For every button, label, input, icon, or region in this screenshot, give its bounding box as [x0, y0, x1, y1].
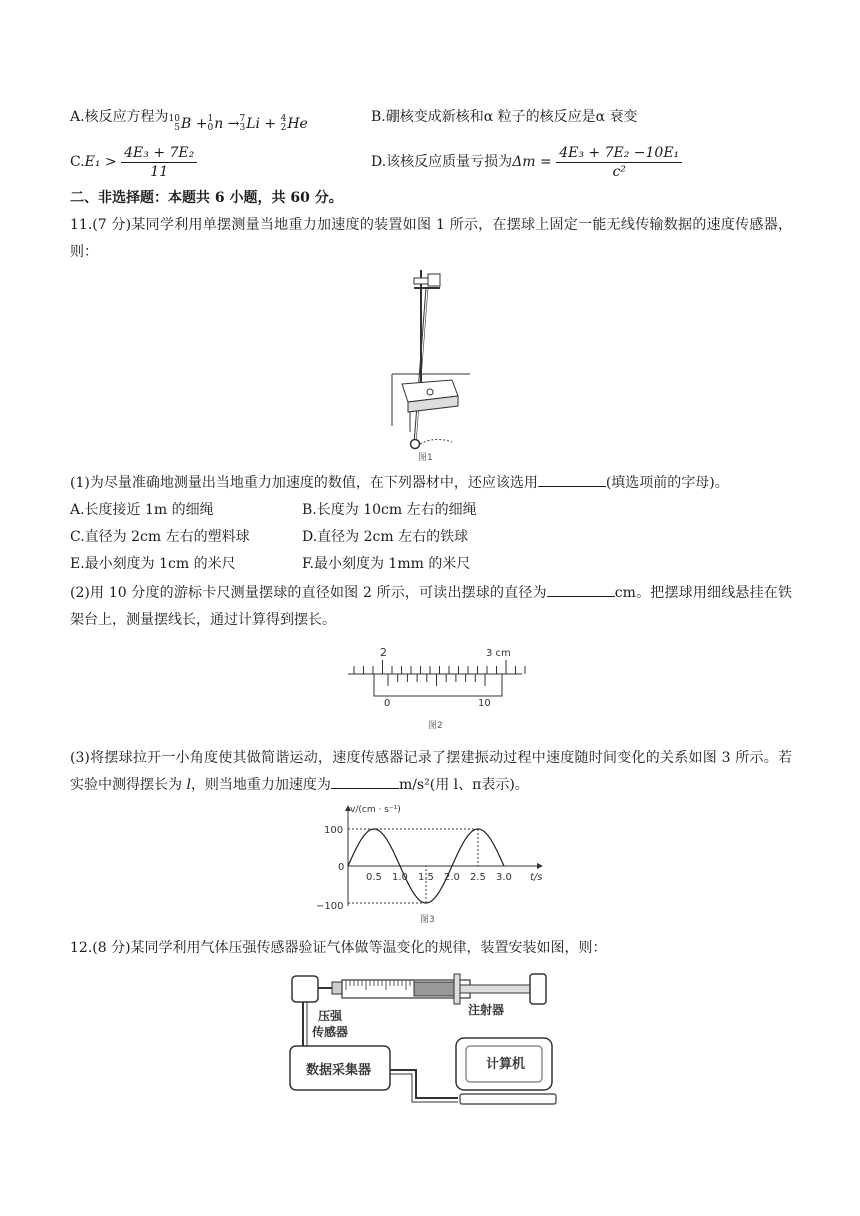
q11-part1: (1)为尽量准确地测量出当地重力加速度的数值，在下列器材中，还应该选用 (填选项前的字母)。 [70, 472, 729, 493]
figure-2-vernier-caliper [340, 642, 530, 734]
section-title: 二、非选择题：本题共 6 小题，共 60 分。 [70, 190, 343, 206]
q11-option-f: F.最小刻度为 1mm 的米尺 [302, 556, 471, 572]
q11-option-c: C.直径为 2cm 左右的塑料球 [70, 529, 250, 545]
computer-label: 计算机 [486, 1057, 526, 1072]
sensor-label-1: 压强 [318, 1009, 343, 1023]
figure-1-caption: 图1 [418, 453, 433, 463]
computer-keyboard [460, 1094, 556, 1104]
y-tick-100: 100 [324, 825, 344, 836]
q11-option-b: B.长度为 10cm 左右的细绳 [302, 502, 477, 518]
x-tick-2.0: 2.0 [444, 872, 460, 883]
vernier-label-0: 0 [384, 698, 391, 709]
y-tick-neg100: −100 [316, 901, 344, 912]
x-tick-1.0: 1.0 [392, 872, 408, 883]
q12-intro: 12.(8 分)某同学利用气体压强传感器验证气体做等温变化的规律，装置安装如图，则： [70, 940, 607, 956]
option-c: C.E₁ > $\frac{\text{4E₃ + 7E₂}}{11}$ [70, 142, 197, 182]
option-d: D.该核反应质量亏损为Δm = $\frac{\text{4E₃ + 7E₂ −10E₁}}{\text{c²}}$ [371, 142, 682, 182]
pressure-sensor-box [292, 976, 318, 1002]
q11-option-e: E.最小刻度为 1cm 的米尺 [70, 556, 236, 572]
figure-3-caption: 图3 [420, 915, 435, 925]
vernier-label-10: 10 [478, 698, 491, 709]
syringe-piston [414, 982, 454, 996]
option-b: B.硼核变成新核和α 粒子的核反应是α 衰变 [371, 109, 638, 125]
figure-4-gas-apparatus [288, 966, 558, 1108]
main-label-3cm: 3 cm [486, 648, 511, 659]
option-a: A.核反应方程为 10 5 B + 1 0 n → 7 3 Li + 4 2 He [70, 109, 308, 133]
answer-blank-2 [547, 582, 615, 597]
y-axis-label: v/(cm · s⁻¹) [350, 805, 401, 815]
syringe-rod [460, 985, 530, 993]
x-tick-1.5: 1.5 [418, 872, 434, 883]
x-tick-0.5: 0.5 [366, 872, 382, 883]
fraction-d: $\frac{\text{4E₃ + 7E₂ −10E₁}}{\text{c²}}$ [556, 144, 682, 181]
q11-option-d: D.直径为 2cm 左右的铁球 [302, 529, 469, 545]
x-tick-labels [366, 872, 512, 883]
x-tick-3.0: 3.0 [496, 872, 512, 883]
x-tick-2.5: 2.5 [470, 872, 486, 883]
q11-part3: (3)将摆球拉开一小角度使其做简谐运动，速度传感器记录了摆建振动过程中速度随时间变化的关系如图 3 所示。若实验中测得摆长为 l，则当地重力加速度为 m/s²(用 l、π表示)。 [70, 750, 792, 793]
figure-2-caption: 图2 [428, 721, 443, 731]
main-scale-ticks [354, 660, 525, 674]
q11-intro: 11.(7 分)某同学利用单摆测量当地重力加速度的装置如图 1 所示，在摆球上固定一能无线传输数据的速度传感器，则： [70, 217, 792, 260]
main-label-2: 2 [380, 646, 387, 659]
q11-part2: (2)用 10 分度的游标卡尺测量摆球的直径如图 2 所示，可读出摆球的直径为 cm。把摆球用细线悬挂在铁架台上，测量摆线长，通过计算得到摆长。 [70, 580, 792, 634]
nuclear-equation: 10 5 B + 1 0 n → 7 3 Li + 4 2 He [168, 114, 308, 133]
q11-option-a: A.长度接近 1m 的细绳 [70, 502, 214, 518]
answer-blank-3 [331, 774, 399, 789]
sensor-label-2: 传感器 [312, 1025, 349, 1039]
syringe-label: 注射器 [468, 1003, 505, 1017]
origin-label: 0 [338, 862, 345, 873]
collector-label: 数据采集器 [306, 1063, 372, 1078]
answer-blank-1 [538, 472, 606, 487]
figure-3-velocity-chart [312, 800, 552, 928]
figure-1-pendulum [390, 266, 470, 463]
x-axis-label: t/s [530, 872, 543, 883]
fraction-c: $\frac{\text{4E₃ + 7E₂}}{11}$ [121, 144, 197, 181]
